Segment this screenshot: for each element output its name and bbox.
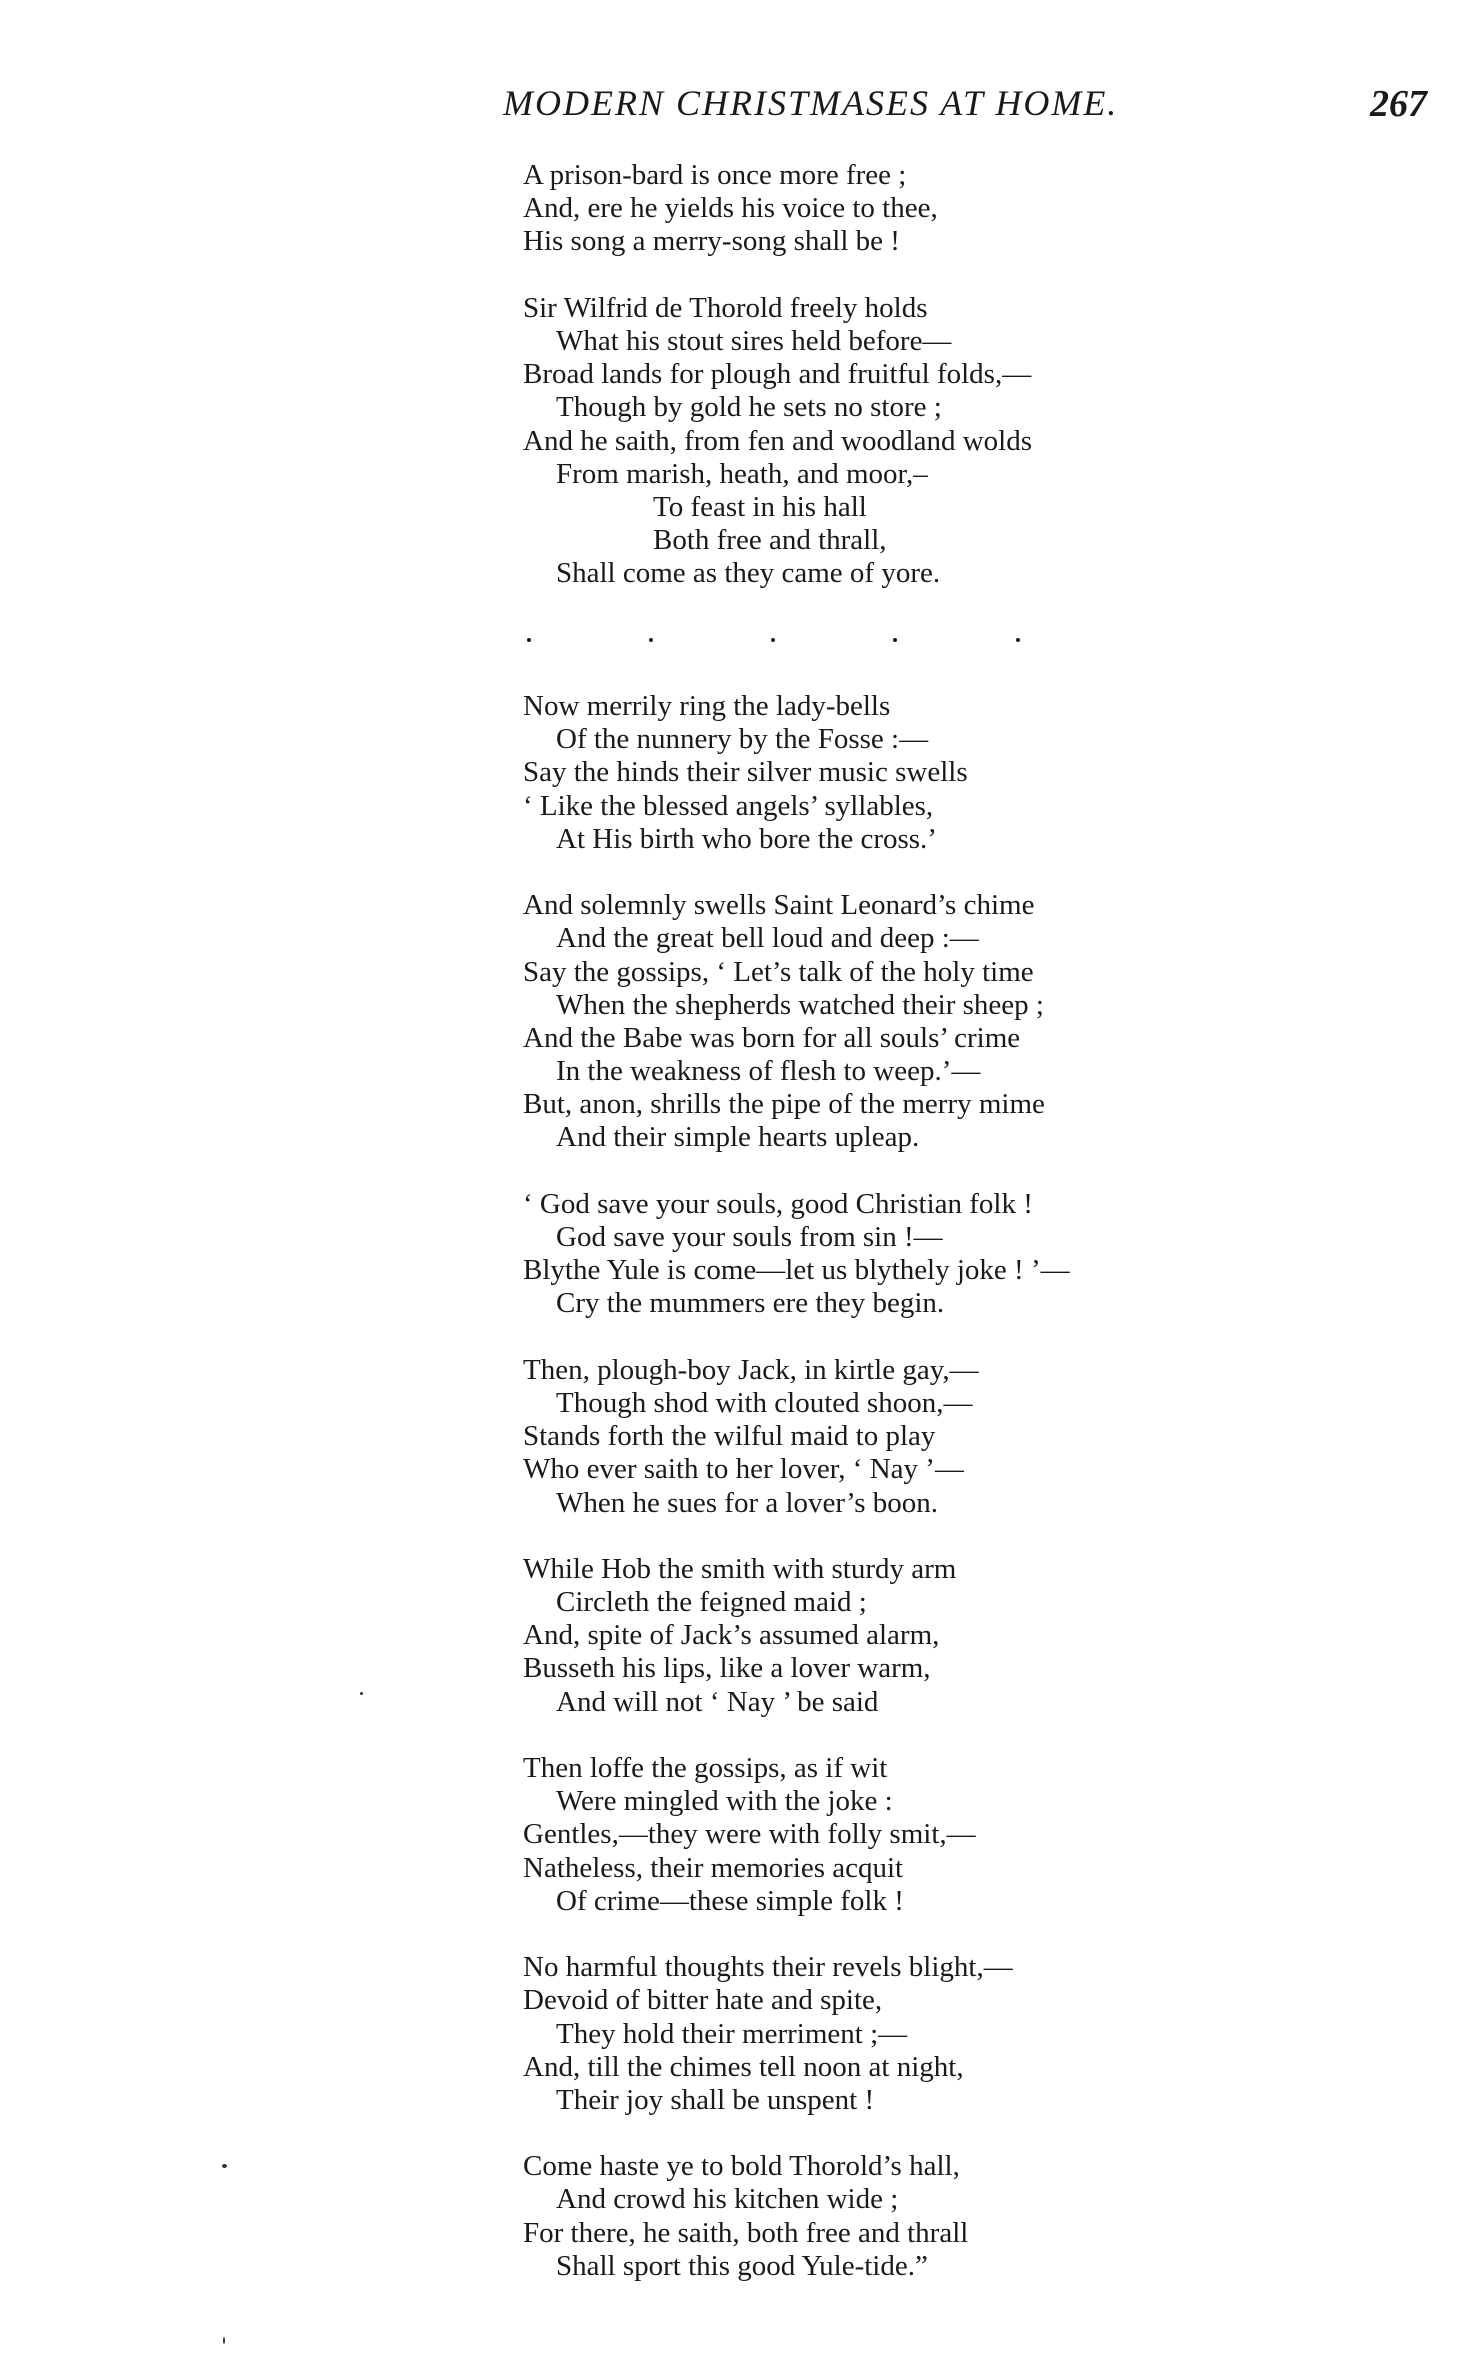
verse-line: And he saith, from fen and woodland wolds bbox=[523, 424, 1033, 457]
ornament-dot bbox=[649, 638, 653, 642]
verse-line: And their simple hearts upleap. bbox=[556, 1121, 920, 1154]
stanza bbox=[523, 292, 1070, 591]
verse-line: And crowd his kitchen wide ; bbox=[556, 2183, 899, 2216]
verse-line: But, anon, shrills the pipe of the merry mime bbox=[523, 1088, 1045, 1121]
stanza bbox=[523, 690, 1070, 856]
verse-line: Cry the mummers ere they begin. bbox=[556, 1287, 945, 1320]
margin-speck bbox=[222, 2164, 227, 2168]
verse-line: Were mingled with the joke : bbox=[556, 1785, 893, 1818]
verse-line: And, ere he yields his voice to thee, bbox=[523, 192, 938, 225]
verse-line: Broad lands for plough and fruitful folds,— bbox=[523, 358, 1032, 391]
verse-line: When he sues for a lover’s boon. bbox=[556, 1486, 938, 1519]
verse-line: And, spite of Jack’s assumed alarm, bbox=[523, 1619, 940, 1652]
verse-line: Gentles,—they were with folly smit,— bbox=[523, 1818, 976, 1851]
stanza-gap bbox=[523, 1321, 1070, 1354]
verse-line: His song a merry-song shall be ! bbox=[523, 225, 900, 258]
verse-line: At His birth who bore the cross.’ bbox=[556, 822, 937, 855]
verse-line: No harmful thoughts their revels blight,— bbox=[523, 1951, 1013, 1984]
verse-line: Of crime—these simple folk ! bbox=[556, 1884, 904, 1917]
verse-line: While Hob the smith with sturdy arm bbox=[523, 1552, 957, 1585]
verse-line: ‘ Like the blessed angels’ syllables, bbox=[523, 789, 934, 822]
margin-speck bbox=[360, 1692, 363, 1695]
stanza-gap bbox=[523, 1520, 1070, 1553]
verse-line: Devoid of bitter hate and spite, bbox=[523, 1984, 883, 2017]
verse-line: God save your souls from sin !— bbox=[556, 1221, 943, 1253]
verse-line: Natheless, their memories acquit bbox=[523, 1851, 904, 1884]
stanza-gap bbox=[523, 2117, 1070, 2150]
verse-line: They hold their merriment ;— bbox=[556, 2017, 908, 2050]
verse-line: Shall come as they came of yore. bbox=[556, 557, 941, 590]
stanza-gap bbox=[523, 856, 1070, 889]
verse-line: Say the hinds their silver music swells bbox=[523, 756, 968, 789]
verse-line: Come haste ye to bold Thorold’s hall, bbox=[523, 2150, 960, 2183]
verse-line: Now merrily ring the lady-bells bbox=[523, 690, 891, 722]
verse-line: In the weakness of flesh to weep.’— bbox=[556, 1055, 981, 1088]
section-break-dots bbox=[523, 624, 1070, 657]
verse-line: And will not ‘ Nay ’ be said bbox=[556, 1685, 879, 1718]
verse-line: Blythe Yule is come—let us blythely joke ! ’— bbox=[523, 1254, 1070, 1287]
verse-line: Both free and thrall, bbox=[653, 524, 887, 557]
stanza-gap bbox=[523, 1719, 1070, 1752]
verse-line: To feast in his hall bbox=[653, 490, 867, 523]
verse-line: And solemnly swells Saint Leonard’s chime bbox=[523, 889, 1035, 922]
poem bbox=[523, 159, 1070, 2283]
stanza-gap bbox=[523, 259, 1070, 292]
stanza bbox=[523, 159, 1070, 259]
stanza bbox=[523, 1951, 1070, 2117]
verse-line: Say the gossips, ‘ Let’s talk of the holy time bbox=[523, 955, 1034, 988]
verse-line: Of the nunnery by the Fosse :— bbox=[556, 723, 929, 756]
stanza bbox=[523, 889, 1070, 1155]
verse-line: Busseth his lips, like a lover warm, bbox=[523, 1652, 931, 1685]
verse-line: Shall sport this good Yule-tide.” bbox=[556, 2249, 928, 2282]
verse-line: Their joy shall be unspent ! bbox=[556, 2083, 875, 2116]
ornament-dot bbox=[1016, 638, 1020, 642]
verse-line: For there, he saith, both free and thrall bbox=[523, 2216, 969, 2249]
stanza bbox=[523, 2150, 1070, 2283]
stanza bbox=[523, 1553, 1070, 1719]
verse-line: And, till the chimes tell noon at night, bbox=[523, 2050, 964, 2083]
verse-line: And the Babe was born for all souls’ crime bbox=[523, 1021, 1021, 1054]
verse-line: From marish, heath, and moor,– bbox=[556, 457, 928, 490]
stanza bbox=[523, 1188, 1070, 1321]
page-number: 267 bbox=[1370, 83, 1427, 125]
verse-line: When the shepherds watched their sheep ; bbox=[556, 988, 1044, 1021]
verse-line: What his stout sires held before— bbox=[556, 324, 952, 357]
margin-speck bbox=[223, 2337, 225, 2344]
ornament-dot bbox=[771, 638, 775, 642]
verse-line: Though by gold he sets no store ; bbox=[556, 391, 942, 424]
verse-line: And the great bell loud and deep :— bbox=[556, 922, 979, 955]
stanza-gap bbox=[523, 1918, 1070, 1951]
stanza bbox=[523, 1752, 1070, 1918]
verse-line: Who ever saith to her lover, ‘ Nay ’— bbox=[523, 1453, 964, 1486]
verse-line: Sir Wilfrid de Thorold freely holds bbox=[523, 291, 928, 324]
verse-line: Then, plough-boy Jack, in kirtle gay,— bbox=[523, 1353, 979, 1386]
verse-line: Then loffe the gossips, as if wit bbox=[523, 1752, 888, 1784]
stanza-gap bbox=[523, 590, 1070, 623]
ornament-dot bbox=[527, 638, 531, 642]
verse-line: Stands forth the wilful maid to play bbox=[523, 1420, 936, 1453]
stanza-gap bbox=[523, 657, 1070, 690]
running-head: MODERN CHRISTMASES AT HOME. bbox=[503, 83, 1119, 123]
stanza-gap bbox=[523, 1155, 1070, 1188]
verse-line: Though shod with clouted shoon,— bbox=[556, 1386, 973, 1419]
ornament-dot bbox=[893, 638, 897, 642]
verse-line: Circleth the feigned maid ; bbox=[556, 1586, 867, 1619]
stanza bbox=[523, 1354, 1070, 1520]
verse-line: A prison-bard is once more free ; bbox=[523, 159, 907, 191]
verse-line: ‘ God save your souls, good Christian folk ! bbox=[523, 1187, 1033, 1220]
